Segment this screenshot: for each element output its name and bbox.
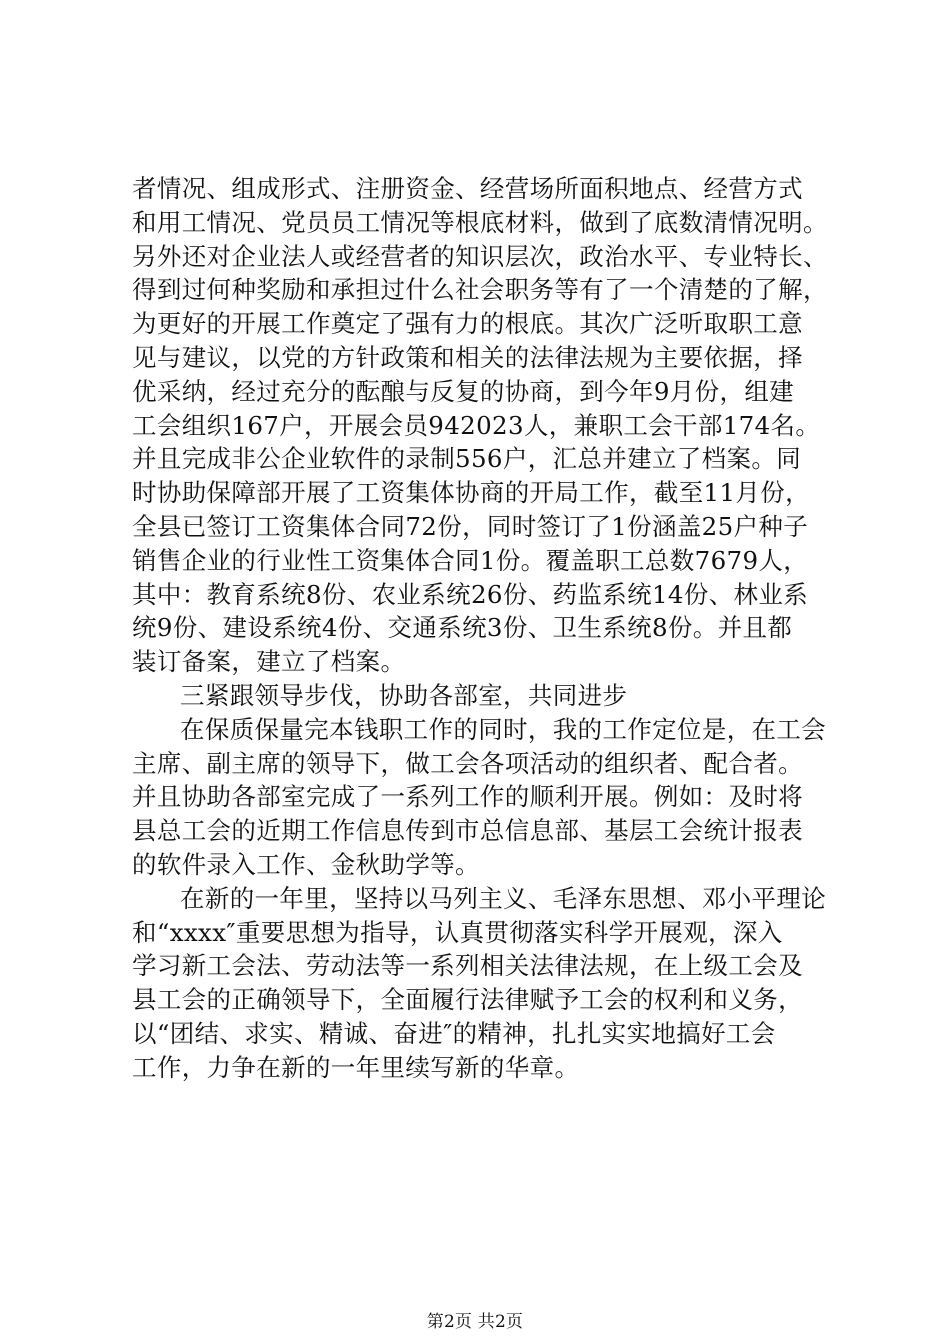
text-line: 另外还对企业法人或经营者的知识层次，政治水平、专业特长、 xyxy=(132,241,828,271)
text-line: 县总工会的近期工作信息传到市总信息部、基层工会统计报表 xyxy=(132,816,803,846)
text-line: 装订备案，建立了档案。 xyxy=(132,647,406,677)
text-line: 县工会的正确领导下，全面履行法律赋予工会的权利和义务， xyxy=(132,985,803,1015)
text-line: 销售企业的行业性工资集体合同1份。覆盖职工总数7679人， xyxy=(132,545,809,575)
text-line: 统9份、建设系统4份、交通系统3份、卫生系统8份。并且都 xyxy=(132,613,793,643)
section-heading: 三紧跟领导步伐，协助各部室，共同进步 xyxy=(180,680,628,710)
text-line: 在保质保量完本钱职工作的同时，我的工作定位是，在工会 xyxy=(180,714,827,744)
text-line: 工作，力争在新的一年里续写新的华章。 xyxy=(132,1052,580,1082)
text-line: 并且协助各部室完成了一系列工作的顺利开展。例如：及时将 xyxy=(132,782,803,812)
text-line: 在新的一年里，坚持以马列主义、毛泽东思想、邓小平理论 xyxy=(180,883,827,913)
text-line: 学习新工会法、劳动法等一系列相关法律法规，在上级工会及 xyxy=(132,951,803,981)
page-number-footer: 第2页 共2页 xyxy=(426,1312,524,1332)
text-line: 见与建议，以党的方针政策和相关的法律法规为主要依据，择 xyxy=(132,342,803,372)
text-line: 者情况、组成形式、注册资金、经营场所面积地点、经营方式 xyxy=(132,174,803,203)
text-line: 时协助保障部开展了工资集体协商的开局工作，截至11月份， xyxy=(132,478,810,508)
body-text xyxy=(132,172,832,1085)
text-line: 得到过何种奖励和承担过什么社会职务等有了一个清楚的了解， xyxy=(132,275,828,305)
text-line: 并且完成非公企业软件的录制556户，汇总并建立了档案。同 xyxy=(132,444,802,474)
text-line: 主席、副主席的领导下，做工会各项活动的组织者、配合者。 xyxy=(132,748,803,778)
text-line: 的软件录入工作、金秋助学等。 xyxy=(132,849,480,879)
text-line: 工会组织167户，开展会员942023人，兼职工会干部174名。 xyxy=(132,410,821,440)
text-line: 和用工情况、党员员工情况等根底材料，做到了底数清情况明。 xyxy=(132,207,828,237)
text-line: 全县已签订工资集体合同72份，同时签订了1份涵盖25户种子 xyxy=(132,511,809,541)
text-line: 为更好的开展工作奠定了强有力的根底。其次广泛听取职工意 xyxy=(132,309,803,339)
text-line: 其中：教育系统8份、农业系统26份、药监系统14份、林业系 xyxy=(132,579,809,609)
text-line: 优采纳，经过充分的酝酿与反复的协商，到今年9月份，组建 xyxy=(132,376,795,406)
text-line: 和“xxxx″重要思想为指导，认真贯彻落实科学开展观，深入 xyxy=(132,917,783,947)
text-line: 以“团结、求实、精诚、奋进″的精神，扎扎实实地搞好工会 xyxy=(132,1018,776,1048)
